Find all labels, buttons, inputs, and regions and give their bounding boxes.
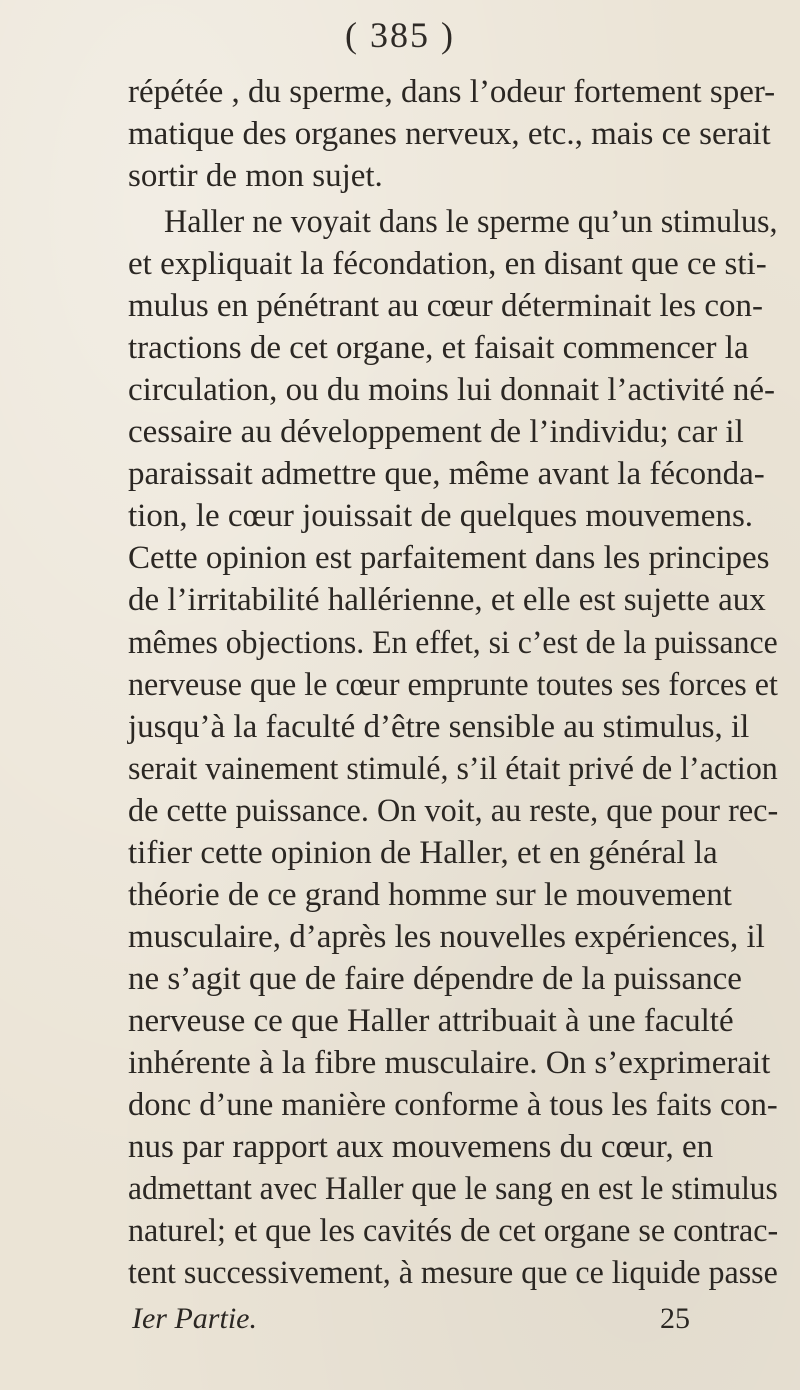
text-line: musculaire, d’après les nouvelles expériences, il <box>128 919 765 955</box>
text-line: inhérente à la fibre musculaire. On s’exprimerait <box>128 1045 771 1081</box>
text-line: circulation, ou du moins lui donnait l’activité né- <box>128 372 776 408</box>
text-line: donc d’une manière conforme à tous les faits con- <box>128 1087 778 1123</box>
text-line: tion, le cœur jouissait de quelques mouvemens. <box>128 498 754 534</box>
text-line: ne s’agit que de faire dépendre de la puissance <box>128 961 742 997</box>
text-line: tent successivement, à mesure que ce liquide passe <box>128 1255 778 1291</box>
text-line: naturel; et que les cavités de cet organe se contrac- <box>128 1213 779 1249</box>
text-line: sortir de mon sujet. <box>128 158 383 194</box>
text-line: mulus en pénétrant au cœur déterminait les con- <box>128 288 764 324</box>
text-line: nerveuse que le cœur emprunte toutes ses forces et <box>128 667 778 703</box>
text-line: mêmes objections. En effet, si c’est de la puissance <box>128 625 778 661</box>
text-line: nus par rapport aux mouvemens du cœur, en <box>128 1129 714 1165</box>
text-line: paraissait admettre que, même avant la féconda- <box>128 456 765 492</box>
text-line: cessaire au développement de l’individu; car il <box>128 414 744 450</box>
text-line: de cette puissance. On voit, au reste, que pour rec- <box>128 793 779 829</box>
text-line: matique des organes nerveux, etc., mais ce serait <box>128 116 771 152</box>
text-line: nerveuse ce que Haller attribuait à une faculté <box>128 1003 734 1039</box>
text-line: de l’irritabilité hallérienne, et elle est sujette aux <box>128 582 766 618</box>
text-line: jusqu’à la faculté d’être sensible au stimulus, il <box>128 709 750 745</box>
text-line: Haller ne voyait dans le sperme qu’un stimulus, <box>164 204 778 240</box>
part-label: Ier Partie. <box>132 1302 257 1335</box>
page-number: ( 385 ) <box>345 15 455 55</box>
text-line: tifier cette opinion de Haller, et en général la <box>128 835 718 871</box>
text-line: serait vainement stimulé, s’il était privé de l’action <box>128 751 778 787</box>
text-line: tractions de cet organe, et faisait commencer la <box>128 330 749 366</box>
signature-mark: 25 <box>660 1302 690 1335</box>
text-line: admettant avec Haller que le sang en est le stimulus <box>128 1171 778 1207</box>
text-line: Cette opinion est parfaitement dans les principes <box>128 540 770 576</box>
text-line: et expliquait la fécondation, en disant que ce sti- <box>128 246 767 282</box>
text-line: théorie de ce grand homme sur le mouvement <box>128 877 732 913</box>
text-line: répétée , du sperme, dans l’odeur fortement sper- <box>128 74 776 110</box>
